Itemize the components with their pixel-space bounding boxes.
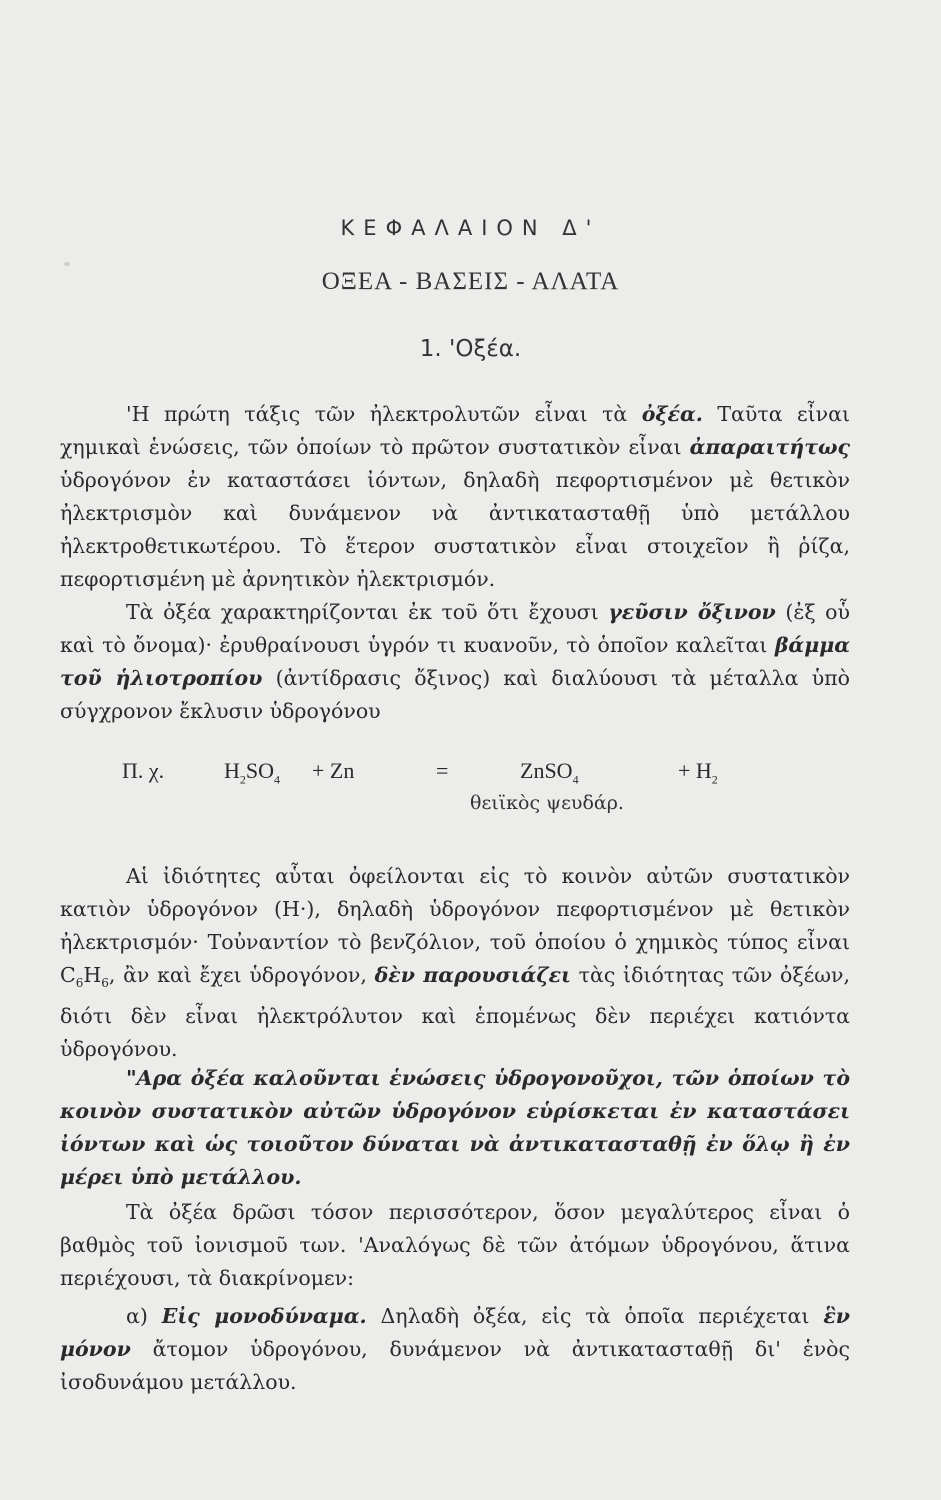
equation-equals: =	[436, 758, 449, 783]
section-heading: 1. 'Οξέα.	[419, 336, 522, 362]
equation-reactant-acid: $H_2SO_4$	[224, 758, 281, 787]
emphasis-sour-taste: γεῦσιν ὄξινον	[608, 600, 776, 624]
paragraph-definition	[60, 398, 850, 728]
paragraph-monobasic: α) Εἰς μονοδύναμα. Δηλαδὴ ὀξέα, εἰς τὰ ὁποῖα περιέχεται ἓν μόνον ἄτομον ὑδρογόνου, δυνάμενον νὰ ἀντικατασταθῇ δι' ἑνὸς ἰσοδυνάμου μετάλλου.	[60, 1304, 850, 1394]
paper-smudge	[64, 262, 70, 266]
equation-annotation: θειϊκὸς ψευδάρ.	[470, 792, 624, 814]
paragraph-ionization: Τὰ ὀξέα δρῶσι τόσον περισσότερον, ὅσον μεγαλύτερος εἶναι ὁ βαθμὸς τοῦ ἰονισμοῦ των. 'Αναλόγως δὲ τῶν ἀτόμων ὑδρογόνου, ἅτινα περιέχουσι, τὰ διακρίνομεν:	[60, 1200, 850, 1290]
emphasis-necessarily: ἀπαραιτήτως	[689, 435, 850, 459]
chapter-title: ΟΞΕΑ - ΒΑΣΕΙΣ - ΑΛΑΤΑ	[321, 268, 620, 295]
paragraph-conclusion	[60, 1062, 850, 1194]
emphasis-acids: ὀξέα.	[641, 402, 703, 426]
paragraph-properties: Τὰ ὀξέα χαρακτηρίζονται ἐκ τοῦ ὅτι ἔχουσι γεῦσιν ὄξινον (ἐξ οὗ καὶ τὸ ὄνομα)· ἐρυθραίνουσι ὑγρόν τι κυανοῦν, τὸ ὁποῖον καλεῖται βάμμα τοῦ ἡλιοτροπίου (ἀντίδρασις ὄξινος) καὶ διαλύουσι τὰ μέταλλα ὑπὸ σύγχρονον ἔκλυσιν ὑδρογόνου	[60, 600, 850, 723]
equation-product-hydrogen: + $H_2$	[678, 758, 718, 787]
emphasis-only-one: ἓν μόνον	[60, 1304, 850, 1361]
emphasis-litmus: βάμμα τοῦ ἡλιοτροπίου	[60, 633, 850, 690]
paragraph-1: 'Η πρώτη τάξις τῶν ἠλεκτρολυτῶν εἶναι τὰ ὀξέα. Ταῦτα εἶναι χημικαὶ ἑνώσεις, τῶν ὁποίων τὸ πρῶτον συστατικὸν εἶναι ἀπαραιτήτως ὑδρογόνον ἐν καταστάσει ἰόντων, δηλαδὴ πεφορτισμένον μὲ θετικὸν ἠλεκτρισμὸν καὶ δυνάμενον νὰ ἀντικατασταθῇ ὑπὸ μετάλλου ἠλεκτροθετικωτέρου. Τὸ ἕτερον συστατικὸν εἶναι στοιχεῖον ἢ ῥίζα, πεφορτισμένη μὲ ἀρνητικὸν ἠλεκτρισμόν.	[60, 402, 851, 591]
chapter-heading: ΚΕΦΑΛΑΙΟΝ Δ'	[340, 216, 601, 240]
equation-prefix: Π. χ.	[122, 758, 165, 783]
emphasis-not-exhibit: δὲν παρουσιάζει	[374, 963, 571, 987]
equation-product-salt: ZnSO$_4$	[520, 758, 579, 787]
paragraph-benzene: Αἱ ἰδιότητες αὗται ὀφείλονται εἰς τὸ κοινὸν αὐτῶν συστατικὸν κατιὸν ὑδρογόνον (H·), δηλαδὴ ὑδρογόνον πεφορτισμένον μὲ θετικὸν ἠλεκτρισμόν· Τοὐναντίον τὸ βενζόλιον, τοῦ ὁποίου ὁ χημικὸς τύπος εἶναι $C_6H_6$, ἂν καὶ ἔχει ὑδρογόνον, δὲν παρουσιάζει τὰς ἰδιότητας τῶν ὀξέων, διότι δὲν εἶναι ἠλεκτρόλυτον καὶ ἑπομένως δὲν περιέχει κατιόντα ὑδρογόνου.	[60, 864, 850, 1062]
emphasis-monobasic: Εἰς μονοδύναμα.	[161, 1304, 367, 1328]
definition-bold: "Αρα ὀξέα καλοῦνται ἑνώσεις ὑδρογονοῦχοι, τῶν ὁποίων τὸ κοινὸν συστατικὸν αὐτῶν ὑδρογόνον εὑρίσκεται ἐν καταστάσει ἰόντων καὶ ὡς τοιοῦτον δύναται νὰ ἀντικατασταθῇ ἐν ὅλῳ ἢ ἐν μέρει ὑπὸ μετάλλου.	[60, 1066, 850, 1189]
equation-reactant-zinc: + Zn	[312, 758, 355, 783]
